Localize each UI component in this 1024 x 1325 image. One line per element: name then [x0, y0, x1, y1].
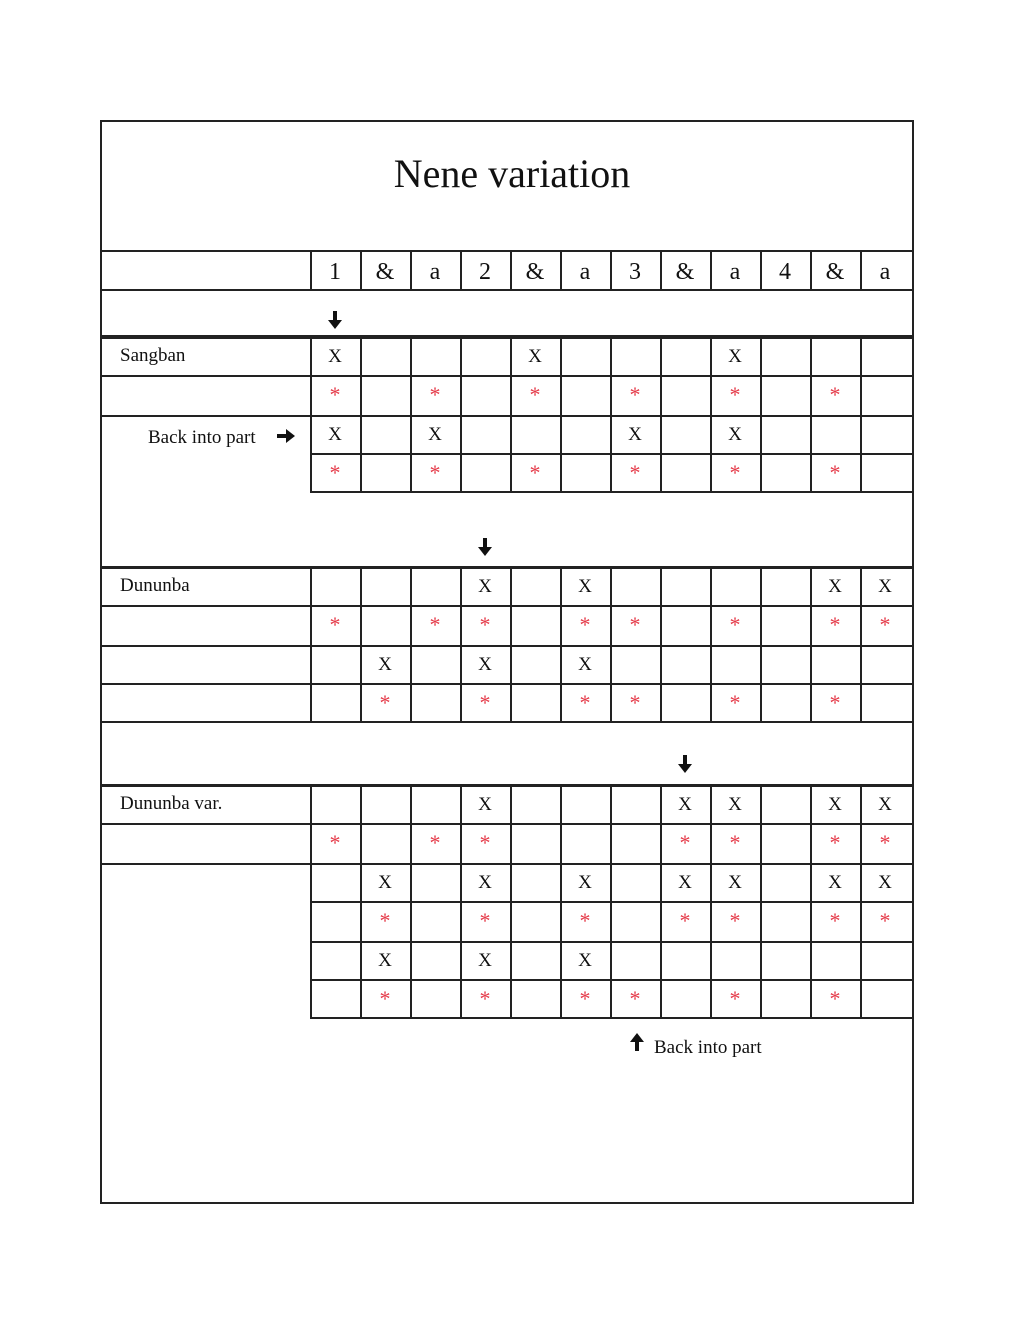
- hit-star-mark: *: [729, 382, 741, 407]
- hit-star-mark: *: [329, 382, 341, 407]
- hit-star-mark: *: [629, 986, 641, 1011]
- hit-star-mark: *: [879, 612, 891, 637]
- hit-star-mark: *: [379, 908, 391, 933]
- hit-star-mark: *: [829, 382, 841, 407]
- hit-star-mark: *: [629, 690, 641, 715]
- down-arrow-icon: [475, 537, 495, 557]
- hit-star-mark: *: [729, 612, 741, 637]
- hit-x-mark: X: [678, 872, 692, 893]
- hit-star-mark: *: [629, 460, 641, 485]
- page-title: Nene variation: [393, 151, 631, 196]
- beat-header: a: [579, 259, 591, 285]
- hit-star-mark: *: [529, 382, 541, 407]
- col-line: [760, 337, 762, 493]
- beat-header: a: [879, 259, 891, 285]
- back-into-part-label: Back into part: [148, 427, 256, 448]
- hit-star-mark: *: [829, 986, 841, 1011]
- hit-star-mark: *: [579, 986, 591, 1011]
- hit-star-mark: *: [329, 830, 341, 855]
- section-label: Dununba var.: [120, 793, 223, 814]
- col-line: [912, 785, 914, 1019]
- col-line: [660, 567, 662, 723]
- hit-x-mark: X: [728, 424, 742, 445]
- hit-star-mark: *: [529, 460, 541, 485]
- header-col-line: [912, 250, 914, 291]
- hit-star-mark: *: [879, 908, 891, 933]
- col-line: [760, 567, 762, 723]
- col-line: [360, 337, 362, 493]
- hit-star-mark: *: [829, 612, 841, 637]
- hit-star-mark: *: [379, 690, 391, 715]
- hit-x-mark: X: [528, 346, 542, 367]
- col-line: [660, 337, 662, 493]
- hit-x-mark: X: [478, 654, 492, 675]
- hit-x-mark: X: [678, 794, 692, 815]
- hit-star-mark: *: [679, 830, 691, 855]
- hit-star-mark: *: [679, 908, 691, 933]
- col-line: [310, 785, 312, 1019]
- beat-header: 4: [779, 259, 791, 285]
- hit-x-mark: X: [578, 950, 592, 971]
- hit-x-mark: X: [578, 576, 592, 597]
- col-line: [310, 567, 312, 723]
- beat-header: 2: [479, 259, 491, 285]
- beat-header: &: [675, 259, 695, 285]
- hit-x-mark: X: [828, 794, 842, 815]
- hit-star-mark: *: [329, 460, 341, 485]
- hit-x-mark: X: [478, 576, 492, 597]
- hit-star-mark: *: [429, 460, 441, 485]
- hit-star-mark: *: [729, 690, 741, 715]
- hit-star-mark: *: [629, 382, 641, 407]
- hit-star-mark: *: [729, 986, 741, 1011]
- col-line: [912, 337, 914, 493]
- hit-star-mark: *: [829, 690, 841, 715]
- col-line: [410, 567, 412, 723]
- hit-star-mark: *: [829, 908, 841, 933]
- hit-x-mark: X: [628, 424, 642, 445]
- hit-star-mark: *: [729, 908, 741, 933]
- beat-header: a: [429, 259, 441, 285]
- hit-x-mark: X: [428, 424, 442, 445]
- hit-star-mark: *: [829, 460, 841, 485]
- hit-star-mark: *: [429, 830, 441, 855]
- hit-x-mark: X: [728, 872, 742, 893]
- section-label: Sangban: [120, 345, 186, 366]
- hit-star-mark: *: [729, 830, 741, 855]
- hit-x-mark: X: [578, 654, 592, 675]
- beat-header: &: [525, 259, 545, 285]
- down-arrow-icon: [325, 310, 345, 330]
- hit-x-mark: X: [478, 950, 492, 971]
- hit-star-mark: *: [429, 382, 441, 407]
- beat-header: 1: [329, 259, 341, 285]
- right-arrow-icon: [276, 426, 296, 446]
- col-line: [760, 785, 762, 1019]
- beat-header: &: [375, 259, 395, 285]
- hit-star-mark: *: [479, 908, 491, 933]
- hit-star-mark: *: [479, 830, 491, 855]
- col-line: [912, 567, 914, 723]
- beat-header: &: [825, 259, 845, 285]
- hit-star-mark: *: [629, 612, 641, 637]
- col-line: [410, 785, 412, 1019]
- hit-x-mark: X: [478, 794, 492, 815]
- hit-star-mark: *: [879, 830, 891, 855]
- beat-header: 3: [629, 259, 641, 285]
- col-line: [460, 337, 462, 493]
- hit-star-mark: *: [479, 612, 491, 637]
- down-arrow-icon: [675, 754, 695, 774]
- hit-star-mark: *: [329, 612, 341, 637]
- hit-star-mark: *: [579, 908, 591, 933]
- hit-star-mark: *: [729, 460, 741, 485]
- hit-x-mark: X: [878, 872, 892, 893]
- hit-x-mark: X: [728, 794, 742, 815]
- hit-x-mark: X: [728, 346, 742, 367]
- up-arrow-icon: [627, 1032, 647, 1052]
- hit-x-mark: X: [828, 872, 842, 893]
- col-line: [510, 567, 512, 723]
- hit-star-mark: *: [579, 690, 591, 715]
- col-line: [510, 785, 512, 1019]
- separator-line: [100, 566, 914, 568]
- hit-star-mark: *: [379, 986, 391, 1011]
- footer-back-into-part-note: Back into part: [654, 1037, 762, 1058]
- hit-x-mark: X: [828, 576, 842, 597]
- hit-x-mark: X: [378, 872, 392, 893]
- hit-x-mark: X: [328, 424, 342, 445]
- beat-header: a: [729, 259, 741, 285]
- hit-star-mark: *: [479, 986, 491, 1011]
- hit-x-mark: X: [378, 950, 392, 971]
- hit-star-mark: *: [579, 612, 591, 637]
- separator-line: [100, 784, 914, 786]
- row-line: [100, 337, 914, 339]
- hit-star-mark: *: [479, 690, 491, 715]
- row-line: [100, 415, 914, 417]
- col-line: [860, 337, 862, 493]
- section-label: Dununba: [120, 575, 190, 596]
- hit-x-mark: X: [378, 654, 392, 675]
- hit-star-mark: *: [429, 612, 441, 637]
- col-line: [560, 337, 562, 493]
- hit-star-mark: *: [829, 830, 841, 855]
- hit-x-mark: X: [478, 872, 492, 893]
- hit-x-mark: X: [328, 346, 342, 367]
- hit-x-mark: X: [878, 576, 892, 597]
- row-line: [100, 375, 914, 377]
- hit-x-mark: X: [878, 794, 892, 815]
- hit-x-mark: X: [578, 872, 592, 893]
